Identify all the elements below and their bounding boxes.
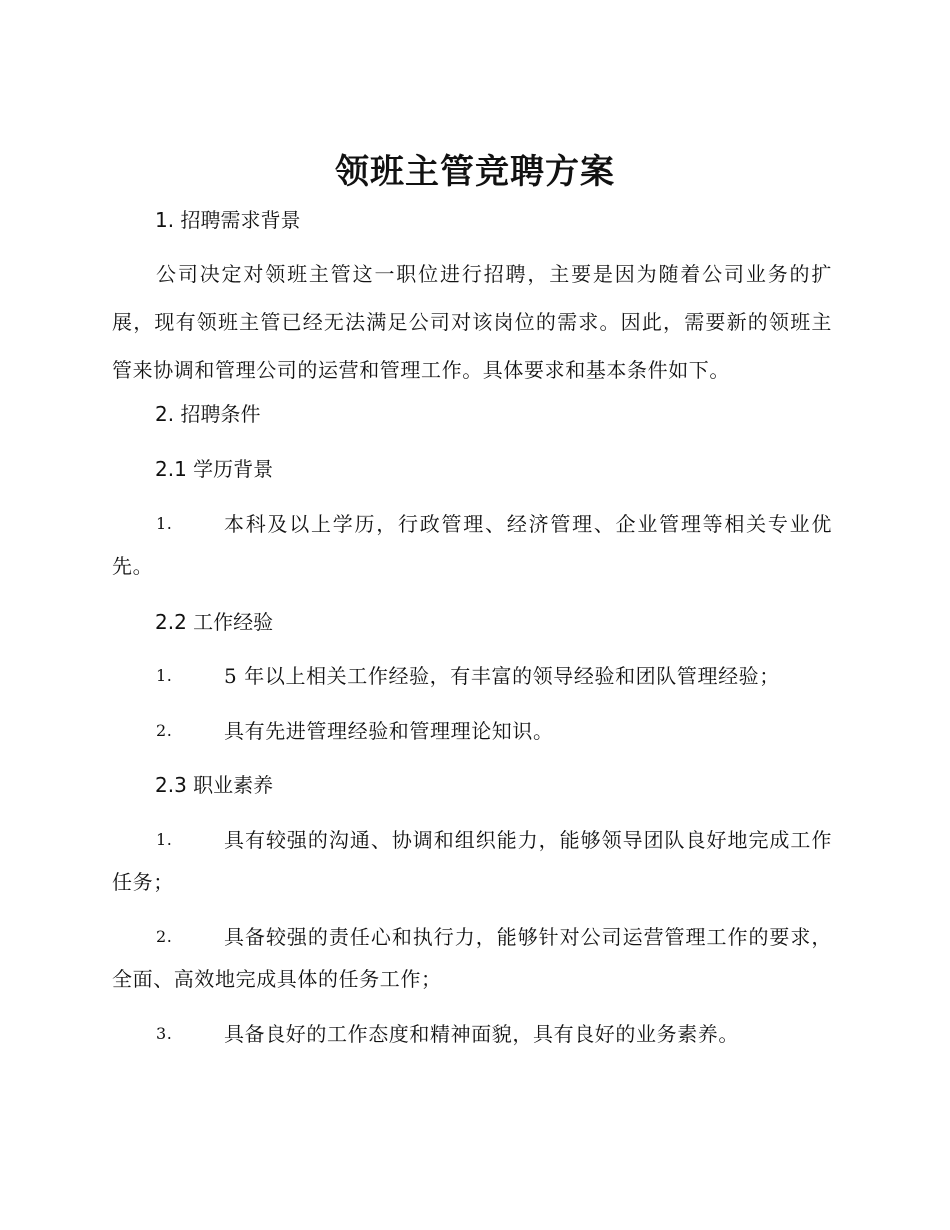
list-item-number: 1. [156,830,173,849]
list-item-text: 本科及以上学历，行政管理、经济管理、企业管理等相关专业优先。 [112,512,832,578]
list-item-number: 2. [156,721,173,740]
list-item-number: 3. [156,1024,173,1043]
document-title: 领班主管竞聘方案 [335,152,615,192]
subsection-heading-education: 2.1 学历背景 [155,457,274,481]
list-item-text: 具有较强的沟通、协调和组织能力，能够领导团队良好地完成工作任务； [112,828,832,894]
list-item [112,655,832,697]
list-item-text: 5 年以上相关工作经验，有丰富的领导经验和团队管理经验； [224,664,780,688]
list-item-text: 具有先进管理经验和管理理论知识。 [224,719,554,743]
background-paragraph: 公司决定对领班主管这一职位进行招聘，主要是因为随着公司业务的扩展，现有领班主管已经无法满足公司对该岗位的需求。因此，需要新的领班主管来协调和管理公司的运营和管理工作。具体要求和基本条件如下。 [112,262,832,382]
list-item-number: 2. [156,927,173,946]
list-item [112,503,832,587]
subsection-heading-work-experience: 2.2 工作经验 [155,610,274,634]
list-item-text: 具备良好的工作态度和精神面貌，具有良好的业务素养。 [224,1022,739,1046]
section-heading-recruitment-conditions: 2. 招聘条件 [155,402,261,426]
list-item-text: 具备较强的责任心和执行力，能够针对公司运营管理工作的要求，全面、高效地完成具体的任务工作； [112,925,832,991]
list-item [112,916,832,1000]
list-item-number: 1. [156,514,173,533]
subsection-heading-professional-quality: 2.3 职业素养 [155,773,274,797]
list-item [112,710,832,752]
list-item [112,1013,832,1055]
section-heading-recruitment-background: 1. 招聘需求背景 [155,208,301,232]
list-item [112,819,832,903]
list-item-number: 1. [156,666,173,685]
